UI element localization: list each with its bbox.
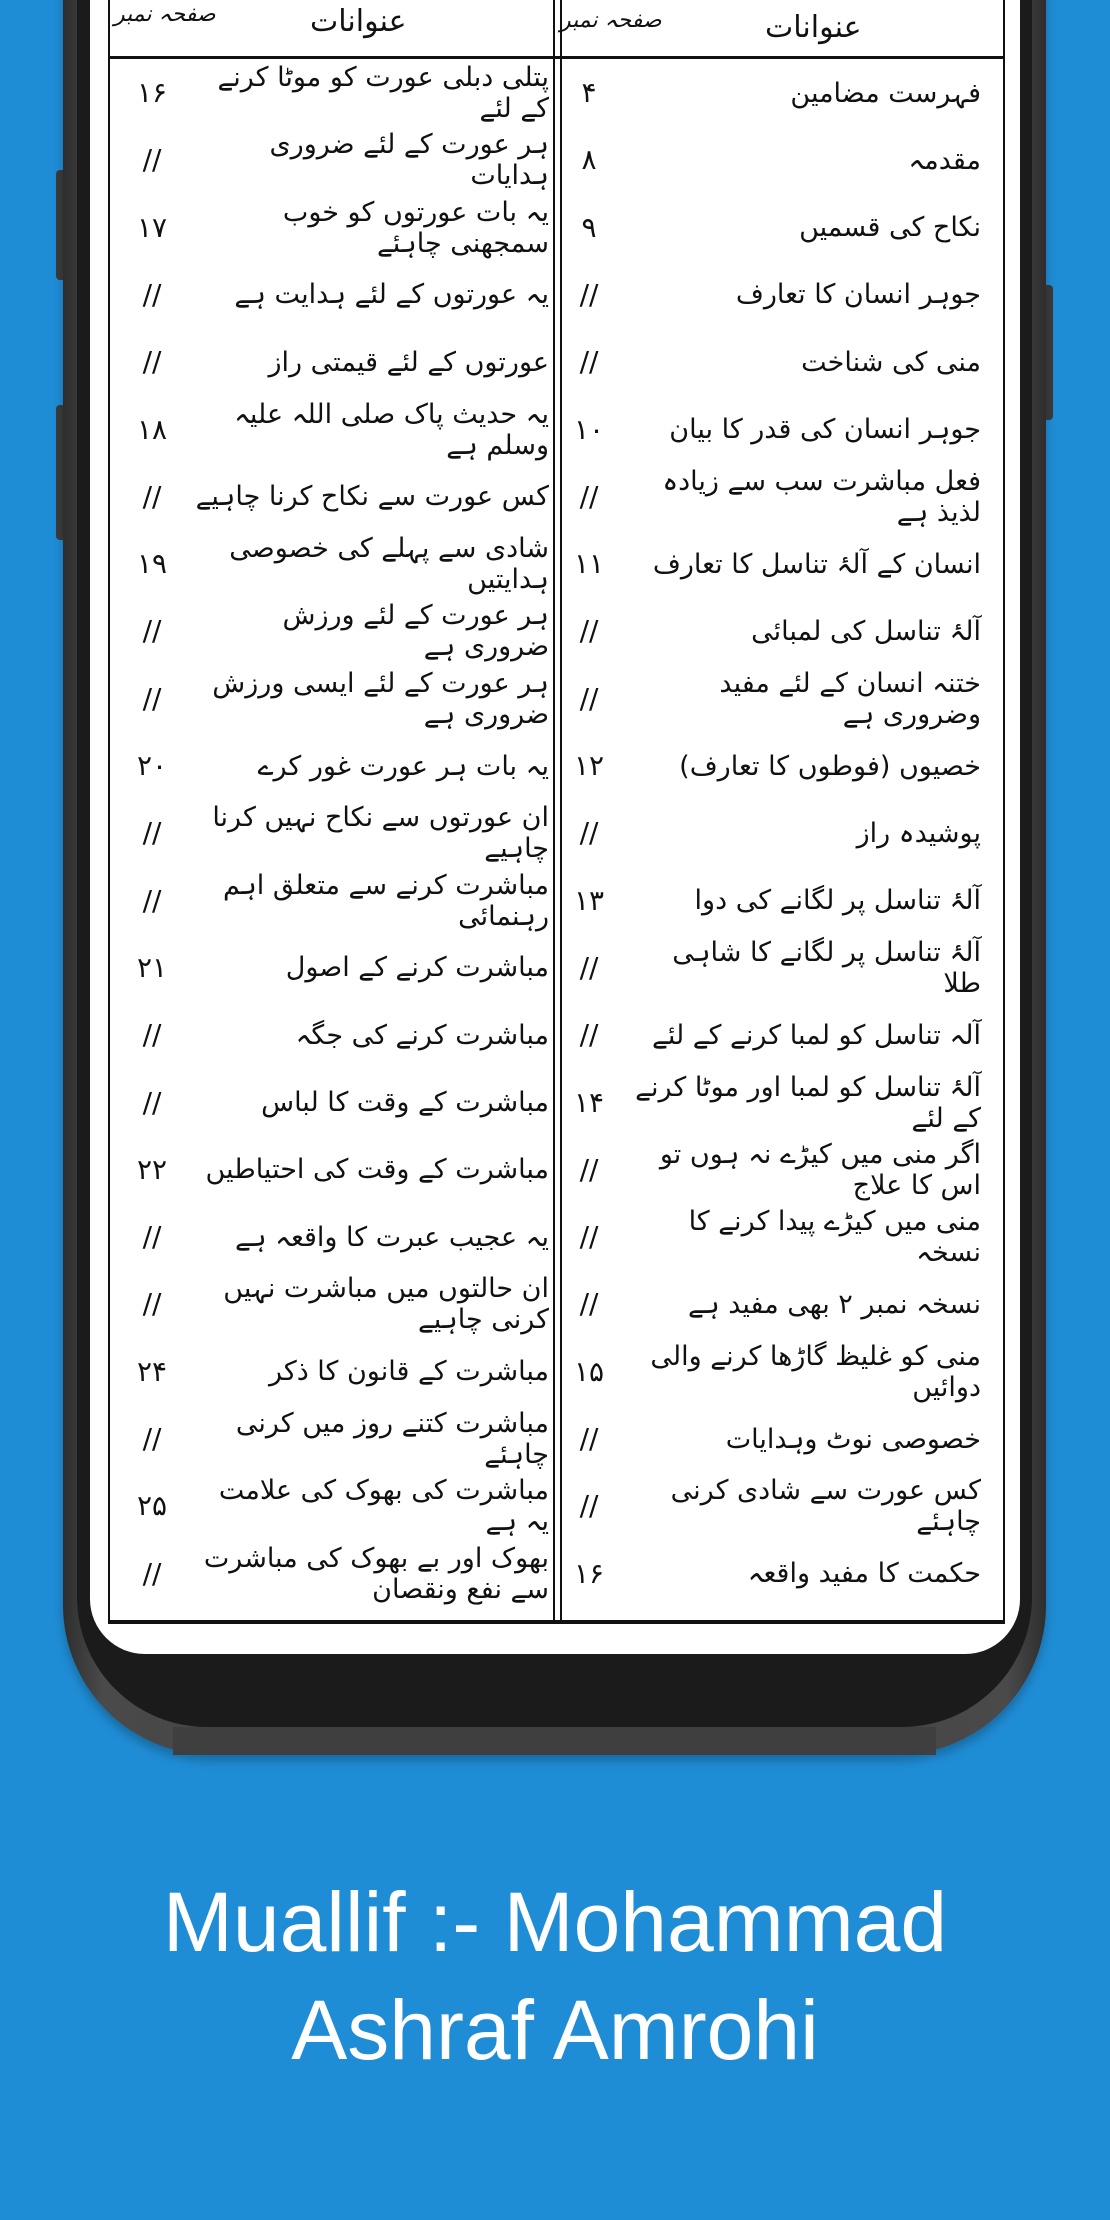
toc-entry-title: انسان کے آلۂ تناسل کا تعارف <box>652 548 981 580</box>
toc-entry-page: // <box>142 1422 162 1455</box>
toc-entry-title: یہ حدیث پاک صلی اللہ علیہ وسلم ہے <box>234 398 549 461</box>
toc-entry-page: ۲۱ <box>136 950 168 984</box>
toc-entry-page: // <box>142 277 162 311</box>
title-header-right: عنوانات <box>765 10 862 45</box>
toc-entry-page: ۱۷ <box>136 210 168 244</box>
toc-entry-page: // <box>579 277 599 311</box>
toc-entry-title: مباشرت کتنے روز میں کرنی چاہئے <box>235 1408 549 1470</box>
toc-entry-title: جوہر انسان کی قدر کا بیان <box>669 414 981 445</box>
toc-entry-title: منی میں کیڑے پیدا کرنے کا نسخہ <box>688 1206 981 1269</box>
toc-entry-title: مباشرت کی بھوک کی علامت یہ ہے <box>218 1475 549 1538</box>
toc-entry-title: ہر عورت کے لئے ضروری ہدایات <box>269 129 549 192</box>
toc-entry-page: // <box>142 1556 162 1590</box>
toc-entry-title: جوہر انسان کا تعارف <box>735 279 981 311</box>
toc-entry-page: ۱۳ <box>573 883 605 917</box>
toc-entry-page: // <box>142 1287 162 1321</box>
toc-entry-title: یہ بات عورتوں کو خوب سمجھنی چاہئے <box>282 196 549 259</box>
title-header-left: عنوانات <box>310 4 407 39</box>
toc-entry-title: ان حالتوں میں مباشرت نہیں کرنی چاہیے <box>223 1273 549 1336</box>
toc-entry-page: // <box>142 883 162 917</box>
toc-entry-title: آلہ تناسل کو لمبا کرنے کے لئے <box>652 1019 981 1051</box>
toc-entry-title: یہ عورتوں کے لئے ہدایت ہے <box>234 279 549 311</box>
toc-entry-page: // <box>579 950 599 984</box>
toc-entry-page: ۲۰ <box>136 749 168 782</box>
toc-entry-title: مباشرت کے قانون کا ذکر <box>268 1356 549 1388</box>
table-of-contents <box>108 0 1005 1624</box>
toc-entry-title: فعل مباشرت سب سے زیادہ لذیذ ہے <box>662 465 981 528</box>
toc-entry-page: ۱۴ <box>573 1085 605 1119</box>
toc-entry-page: ۴ <box>581 76 597 109</box>
toc-entry-page: // <box>579 1489 599 1523</box>
toc-entry-page: // <box>579 1220 599 1254</box>
toc-entry-page: // <box>142 479 162 513</box>
toc-entry-page: ۱۶ <box>136 76 168 109</box>
header-divider <box>110 56 1003 59</box>
toc-entry-title: منی کو غلیظ گاڑھا کرنے والی دوائیں <box>650 1340 981 1403</box>
toc-entry-title: مقدمہ <box>908 144 981 176</box>
toc-entry-page: ۱۸ <box>136 412 168 446</box>
page-number-header-right: صفحہ نمبر <box>560 8 662 33</box>
toc-entry-page: // <box>579 614 599 648</box>
toc-entry-title: ہر عورت کے لئے ایسی ورزش ضروری ہے <box>212 667 549 730</box>
toc-entry-title: منی کی شناخت <box>801 346 981 378</box>
toc-entry-page: ۸ <box>581 143 597 177</box>
toc-entry-page: // <box>579 1152 599 1186</box>
toc-entry-title: فہرست مضامین <box>790 77 981 109</box>
toc-entry-page: // <box>579 479 599 513</box>
toc-entry-page: // <box>142 345 162 379</box>
toc-entry-title: آلۂ تناسل کی لمبائی <box>751 615 981 647</box>
phone-bottom-edge <box>173 1727 936 1755</box>
toc-entry-title: آلۂ تناسل پر لگانے کا شاہی طلا <box>672 936 981 999</box>
toc-entry-page: // <box>142 1018 162 1052</box>
toc-entry-page: // <box>142 1085 162 1119</box>
toc-entry-page: // <box>579 345 599 379</box>
page-number-header-left: صفحہ نمبر <box>114 2 216 27</box>
toc-entry-page: ۱۶ <box>573 1556 605 1590</box>
caption-line-1: Muallif :- Mohammad <box>162 1875 948 1969</box>
toc-entry-title: کس عورت سے نکاح کرنا چاہیے <box>195 481 549 513</box>
toc-entry-title: یہ بات ہر عورت غور کرے <box>257 750 549 782</box>
toc-entry-page: // <box>142 143 162 177</box>
toc-entry-title: پتلی دبلی عورت کو موٹا کرنے کے لئے <box>217 62 549 124</box>
toc-entry-title: ختنہ انسان کے لئے مفید وضروری ہے <box>719 667 981 730</box>
toc-entry-page: // <box>579 1422 599 1455</box>
toc-entry-title: بھوک اور بے بھوک کی مباشرت سے نفع ونقصان <box>203 1542 549 1605</box>
toc-entry-page: ۱۵ <box>573 1354 605 1388</box>
caption-line-2: Ashraf Amrohi <box>291 1983 819 2077</box>
toc-entry-title: یہ عجیب عبرت کا واقعہ ہے <box>234 1221 549 1253</box>
toc-entry-page: ۲۲ <box>136 1152 168 1186</box>
toc-entry-page: // <box>142 681 162 715</box>
toc-entry-page: // <box>579 1018 599 1052</box>
toc-entry-title: نسخہ نمبر ۲ بھی مفید ہے <box>688 1288 981 1320</box>
toc-entry-title: پوشیدہ راز <box>856 817 981 849</box>
toc-entry-title: مباشرت کرنے کے اصول <box>285 952 549 984</box>
toc-entry-title: مباشرت کے وقت کی احتیاطیں <box>205 1154 549 1186</box>
toc-entry-title: آلۂ تناسل پر لگانے کی دوا <box>694 885 981 917</box>
toc-entry-title: مباشرت کرنے سے متعلق اہم رہنمائی <box>222 869 549 932</box>
toc-entry-title: شادی سے پہلے کی خصوصی ہدایتیں <box>229 533 549 596</box>
toc-entry-page: ۲۴ <box>136 1354 168 1388</box>
toc-entry-page: ۱۹ <box>136 547 168 581</box>
toc-entry-page: ۹ <box>581 210 597 244</box>
toc-entry-page: // <box>579 816 599 850</box>
toc-entry-title: نکاح کی قسمیں <box>799 212 981 244</box>
toc-entry-title: خصیوں (فوطوں کا تعارف) <box>679 750 981 782</box>
toc-entry-title: مباشرت کے وقت کا لباس <box>261 1087 549 1118</box>
toc-entry-title: آلۂ تناسل کو لمبا اور موٹا کرنے کے لئے <box>635 1071 981 1134</box>
toc-entry-page: ۱۰ <box>573 412 605 446</box>
toc-entry-page: // <box>142 816 162 850</box>
toc-entry-page: // <box>579 1287 599 1321</box>
toc-entry-page: ۱۱ <box>573 547 605 581</box>
toc-entry-title: عورتوں کے لئے قیمتی راز <box>268 346 549 378</box>
toc-entry-title: کس عورت سے شادی کرنی چاہئے <box>670 1475 981 1538</box>
toc-entry-page: // <box>142 614 162 648</box>
toc-entry-title: ان عورتوں سے نکاح نہیں کرنا چاہیے <box>212 802 549 865</box>
toc-entry-page: // <box>142 1220 162 1254</box>
toc-entry-title: حکمت کا مفید واقعہ <box>747 1558 981 1590</box>
toc-entry-page: ۲۵ <box>136 1489 168 1523</box>
toc-entry-page: ۱۲ <box>573 749 605 782</box>
phone-screen <box>90 0 1020 1654</box>
toc-entry-page: // <box>579 681 599 715</box>
toc-entry-title: ہر عورت کے لئے ورزش ضروری ہے <box>282 600 549 663</box>
toc-entry-title: اگر منی میں کیڑے نہ ہوں تو اس کا علاج <box>659 1138 981 1201</box>
toc-entry-title: خصوصی نوٹ وہدایات <box>725 1423 981 1455</box>
toc-entry-title: مباشرت کرنے کی جگہ <box>295 1019 549 1051</box>
